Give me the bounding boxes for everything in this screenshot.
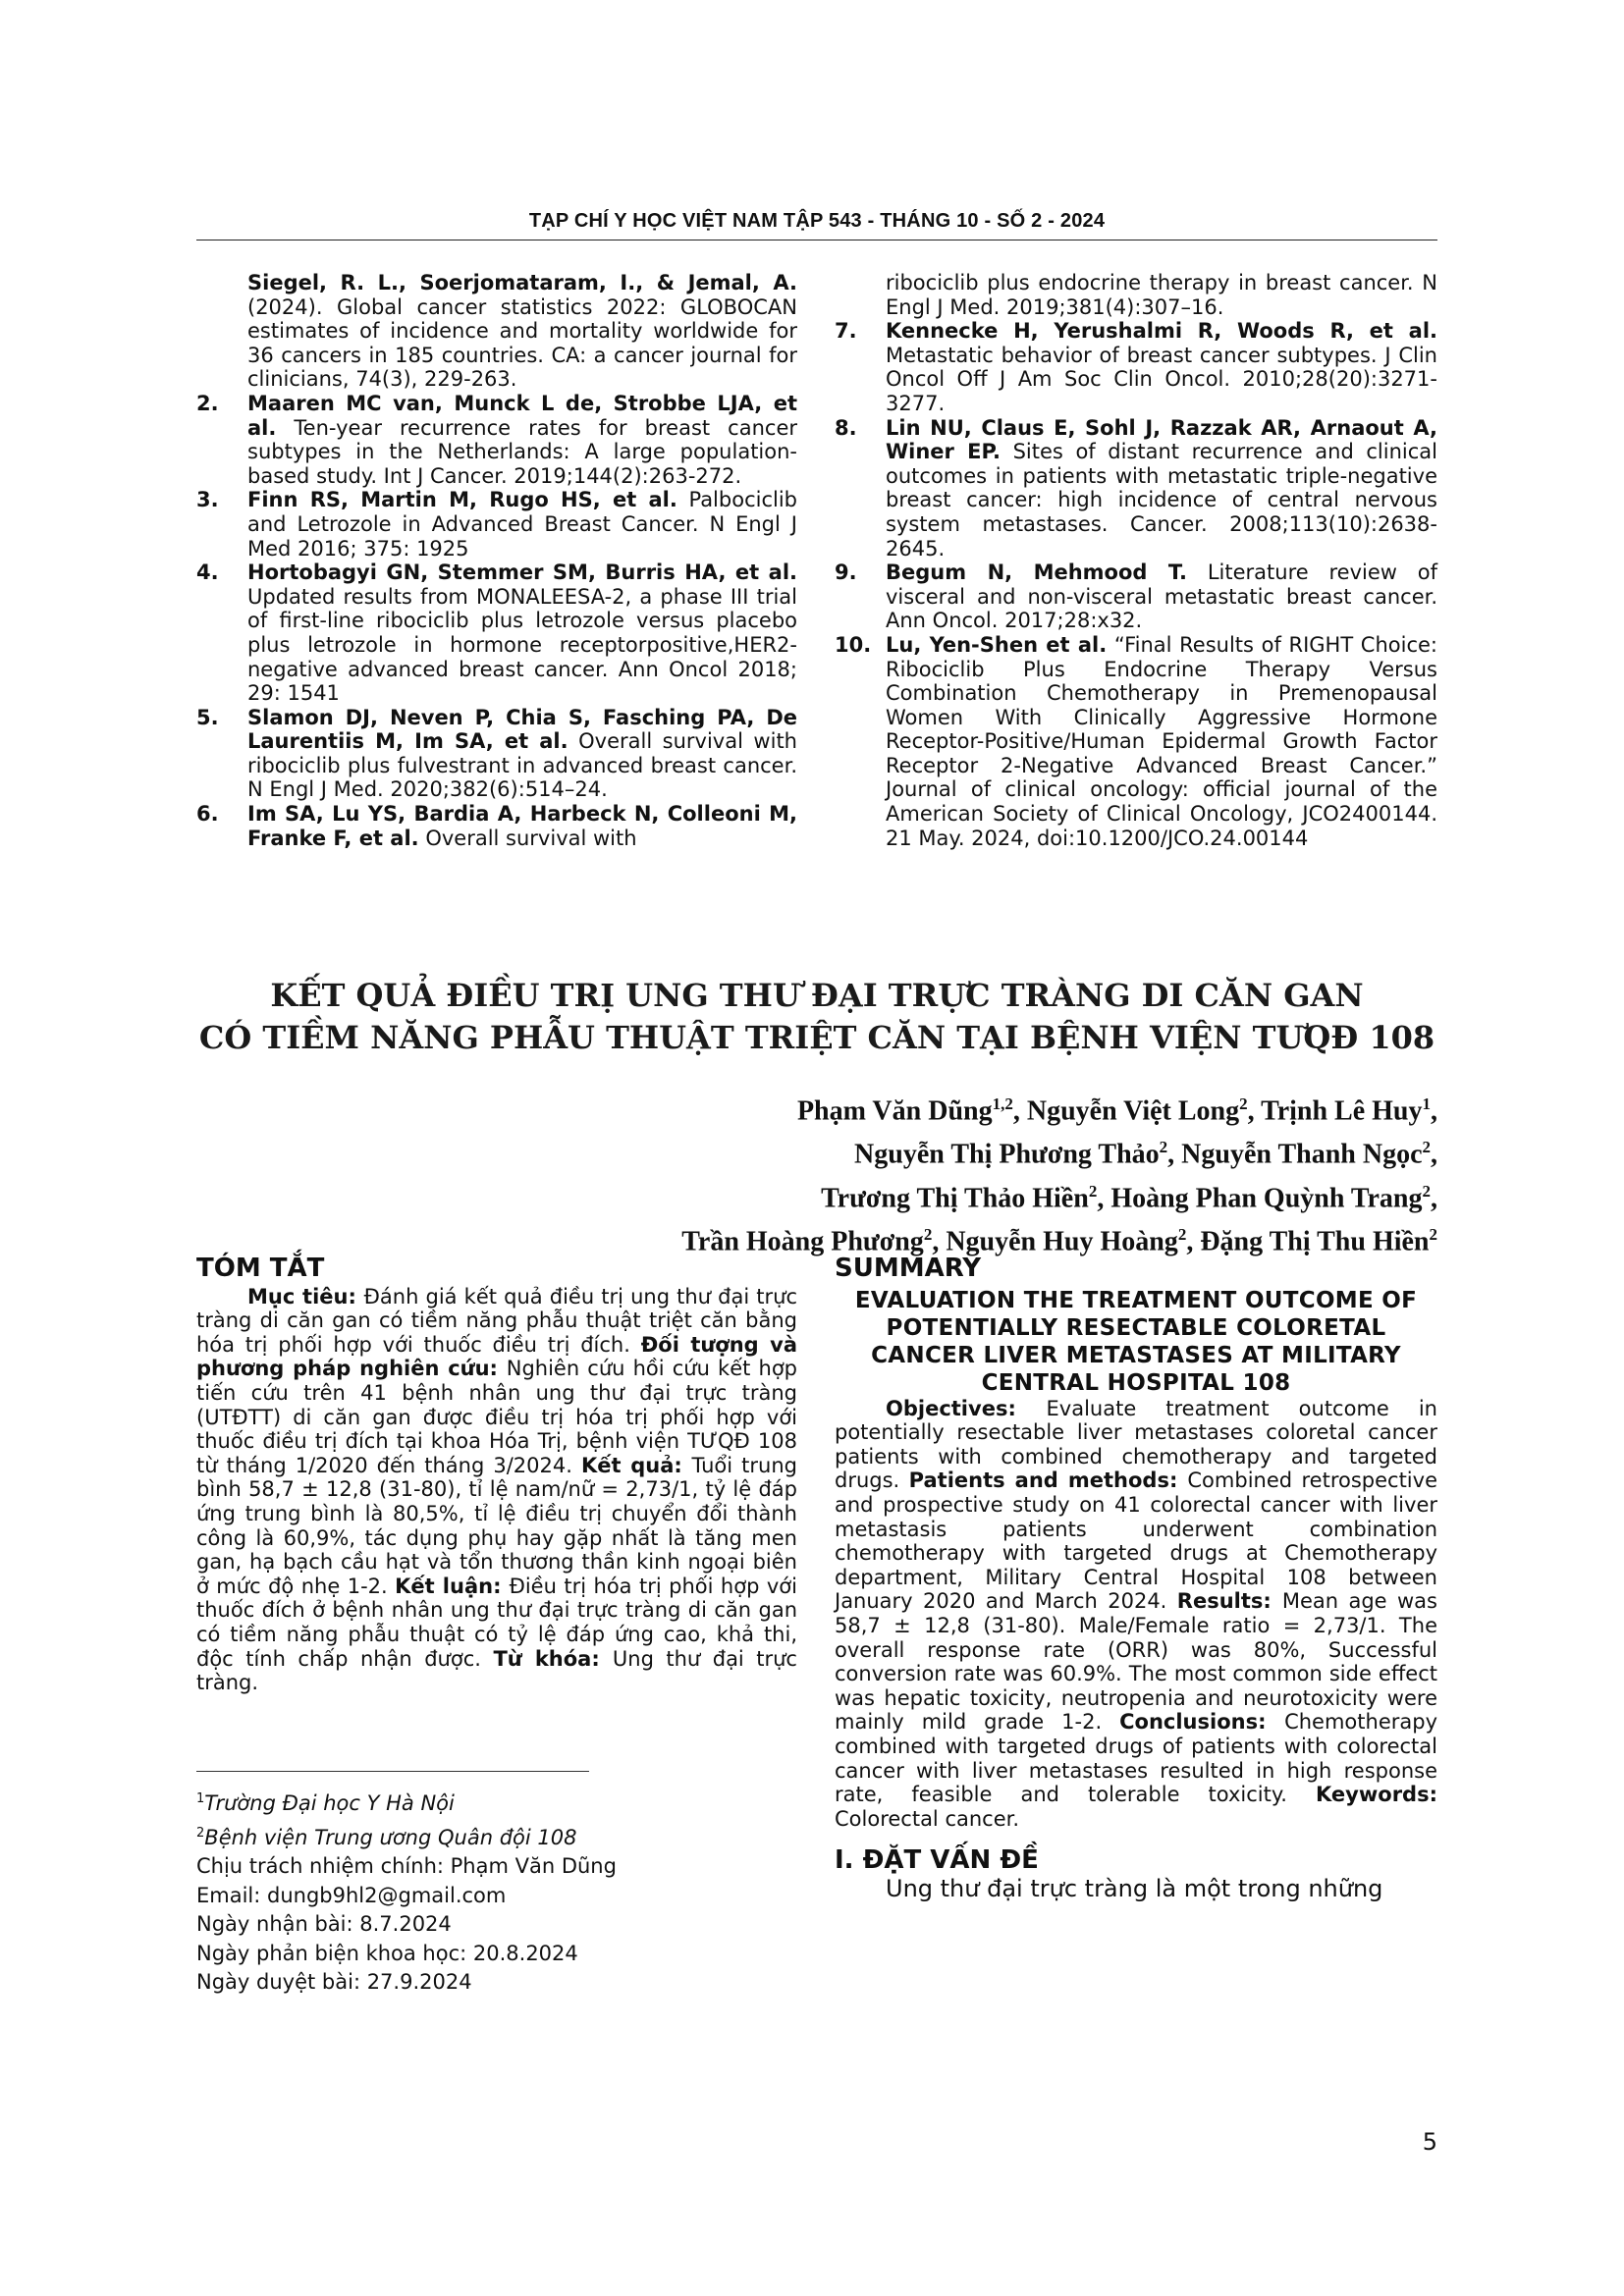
conclusion-label: Kết luận: bbox=[395, 1574, 510, 1598]
objectives-label: Objectives: bbox=[886, 1396, 1047, 1420]
reference-text: Ten-year recurrence rates for breast cancer subtypes in the Netherlands: A large population-based study. Int J Cancer. 2019;144(2):263-272. bbox=[247, 415, 797, 488]
methods-label: Đối tượng và phương pháp nghiên cứu: bbox=[196, 1332, 797, 1381]
reference-text: Updated results from MONALEESA-2, a phase III trial of first-line ribociclib plus letrozole versus placebo plus letrozole in hormone receptorpositive,HER2-negative advanced breast cancer. Ann Oncol 2018; 29: 1541 bbox=[247, 584, 797, 706]
reference-authors: Kennecke H, Yerushalmi R, Woods R, et al. bbox=[886, 319, 1437, 344]
reference-authors: Maaren MC van, Munck L de, Strobbe LJA, et al. bbox=[247, 391, 797, 440]
en-abstract-body: Objectives: Evaluate treatment outcome in potentially resectable liver metastases coloretal cancer patients with combined chemotherapy and targeted drugs. Patients and methods: Combined retrospective and prospective study on 41 colorectal cancer with liver metastasis patients underwent combination chemotherapy with targeted drugs at Chemotherapy department, Military Central Hospital 108 between January 2020 and March 2024. Results: Mean age was 58,7 ± 12,8 (31-80). Male/Female ratio = 2,73/1. The overall response rate (ORR) was 80%, Successful conversion rate was 60.9%. The most common side effect was hepatic toxicity, neutropenia and neurotoxicity were mainly mild grade 1-2. Conclusions: Chemotherapy combined with targeted drugs of patients with colorectal cancer with liver metastases resulted in high response rate, feasible and tolerable toxicity. Keywords: Colorectal cancer. bbox=[835, 1396, 1437, 1831]
reference-authors: Lu, Yen-Shen et al. bbox=[886, 632, 1108, 657]
reference-text: Metastatic behavior of breast cancer subtypes. J Clin Oncol Off J Am Soc Clin Oncol. 2010;28(20):3271-3277. bbox=[886, 343, 1437, 415]
reference-authors: Begum N, Mehmood T. bbox=[886, 561, 1188, 585]
author-affiliation-mark: 2 bbox=[1177, 1224, 1187, 1244]
en-abstract-title: EVALUATION THE TREATMENT OUTCOME OF POTENTIALLY RESECTABLE COLORETAL CANCER LIVER METASTASES AT MILITARY CENTRAL HOSPITAL 108 bbox=[854, 1287, 1418, 1396]
reference-number: 5. bbox=[196, 705, 219, 729]
author-name: Đặng Thị Thu Hiền bbox=[1200, 1226, 1430, 1257]
reference-item bbox=[196, 706, 797, 802]
reference-text: Literature review of visceral and non-visceral metastatic breast cancer. Ann Oncol. 2017;28:x32. bbox=[886, 561, 1437, 633]
author-line: Trương Thị Thảo Hiền$^2$, Hoàng Phan Quỳnh Trang$^2$, bbox=[821, 1181, 1437, 1213]
author-name: Nguyễn Huy Hoàng bbox=[946, 1226, 1178, 1257]
article-title-line-2: CÓ TIỀM NĂNG PHẪU THUẬT TRIỆT CĂN TẠI BỆNH VIỆN TƯQĐ 108 bbox=[198, 1019, 1435, 1056]
reference-text: Overall survival with bbox=[425, 826, 637, 850]
article-title-line-1: KẾT QUẢ ĐIỀU TRỊ UNG THƯ ĐẠI TRỰC TRÀNG DI CĂN GAN bbox=[270, 977, 1364, 1014]
author-name: Hoàng Phan Quỳnh Trang bbox=[1110, 1182, 1423, 1213]
author-name: Nguyễn Thanh Ngọc bbox=[1181, 1139, 1423, 1170]
author-name: Nguyễn Thị Phương Thảo bbox=[854, 1139, 1160, 1170]
references-list-left bbox=[196, 271, 797, 850]
reference-item bbox=[196, 802, 797, 850]
intro-text: Ung thư đại trực tràng là một trong những bbox=[886, 1874, 1383, 1902]
affiliation-1: $^1$Trường Đại học Y Hà Nội bbox=[196, 1791, 455, 1815]
reference-item bbox=[835, 561, 1437, 633]
author-name: Phạm Văn Dũng bbox=[796, 1095, 993, 1127]
reference-text: “Final Results of RIGHT Choice: Ribociclib Plus Endocrine Therapy Versus Combination Chemotherapy in Premenopausal Women With Clinically Aggressive Hormone Receptor-Positive/Human Epidermal Growth Factor Receptor 2-Negative Advanced Breast Cancer.” Journal of clinical oncology: official journal of the American Society of Clinical Oncology, JCO2400144. 21 May. 2024, doi:10.1200/JCO.24.00144 bbox=[886, 632, 1437, 850]
reference-authors: Finn RS, Martin M, Rugo HS, et al. bbox=[247, 488, 677, 512]
reference-number: 9. bbox=[835, 561, 857, 585]
corresponding-author: Chịu trách nhiệm chính: Phạm Văn Dũng bbox=[196, 1854, 617, 1878]
reference-authors: Siegel, R. L., Soerjomataram, I., & Jemal, A. bbox=[247, 271, 797, 294]
vn-abstract-body: Mục tiêu: Đánh giá kết quả điều trị ung thư đại trực tràng di căn gan có tiềm năng phẫu thuật triệt căn bằng hóa trị phối hợp với thuốc điều trị đích. Đối tượng và phương pháp nghiên cứu: Nghiên cứu hồi cứu kết hợp tiến cứu trên 41 bệnh nhân ung thư đại trực tràng (UTĐTT) di căn gan được điều trị hóa trị phối hợp với thuốc điều trị đích tại khoa Hóa Trị, bệnh viện TƯQĐ 108 từ tháng 1/2020 đến tháng 3/2024. Kết quả: Tuổi trung bình 58,7 ± 12,8 (31-80), tỉ lệ nam/nữ = 2,73/1, tỷ lệ đáp ứng trung bình là 80,5%, tỉ lệ điều trị chuyển đổi thành công là 60,9%, tác dụng phụ hay gặp nhất là tăng men gan, hạ bạch cầu hạt và tổn thương thần kinh ngoại biên ở mức độ nhẹ 1-2. Kết luận: Điều trị hóa trị phối hợp với thuốc đích ở bệnh nhân ung thư đại trực tràng di căn gan có tiềm năng phẫu thuật có tỷ lệ đáp ứng cao, khả thi, độc tính chấp nhận được. Từ khóa: Ung thư đại trực tràng. bbox=[196, 1284, 798, 1695]
footnote-rule bbox=[196, 1771, 589, 1772]
reference-item bbox=[196, 392, 797, 488]
page-number: 5 bbox=[1422, 2128, 1437, 2156]
reference-text: (2024). Global cancer statistics 2022: GLOBOCAN estimates of incidence and mortality worldwide for 36 cancers in 185 countries. CA: a cancer journal for clinicians, 74(3), 229-263. bbox=[247, 294, 797, 392]
reference-authors: Lin NU, Claus E, Sohl J, Razzak AR, Arnaout A, Winer EP. bbox=[886, 415, 1437, 464]
author-name: Trương Thị Thảo Hiền bbox=[821, 1182, 1089, 1213]
vn-abstract bbox=[196, 1256, 797, 1695]
email: Email: dungb9hl2@gmail.com bbox=[196, 1883, 507, 1907]
vn-abstract-heading: TÓM TẮT bbox=[196, 1254, 325, 1283]
author-line: Trần Hoàng Phương$^2$, Nguyễn Huy Hoàng$^2$, Đặng Thị Thu Hiền$^2$ bbox=[681, 1224, 1437, 1257]
en-abstract bbox=[835, 1256, 1437, 1900]
author-affiliation-mark: 2 bbox=[1422, 1138, 1431, 1157]
reference-authors: Hortobagyi GN, Stemmer SM, Burris HA, et al. bbox=[247, 561, 797, 585]
author-line: Phạm Văn Dũng$^{1,2}$, Nguyễn Việt Long$^2$, Trịnh Lê Huy$^1$, bbox=[796, 1095, 1437, 1127]
author-name: Nguyễn Việt Long bbox=[1026, 1095, 1240, 1127]
author-name: Trần Hoàng Phương bbox=[681, 1226, 924, 1257]
author-name: Trịnh Lê Huy bbox=[1261, 1095, 1423, 1127]
author-affiliation-mark: 2 bbox=[1239, 1095, 1248, 1113]
author-line: Nguyễn Thị Phương Thảo$^2$, Nguyễn Thanh Ngọc$^2$, bbox=[854, 1138, 1437, 1170]
objective-label: Mục tiêu: bbox=[247, 1284, 364, 1308]
reference-item bbox=[835, 633, 1437, 850]
conclusions-label: Conclusions: bbox=[1119, 1710, 1285, 1735]
results-label: Kết quả: bbox=[580, 1453, 692, 1477]
reference-number bbox=[196, 271, 247, 392]
reference-number: 4. bbox=[196, 561, 219, 585]
author-affiliation-mark: 1 bbox=[1422, 1095, 1431, 1113]
reference-item bbox=[835, 319, 1437, 415]
reference-number: 2. bbox=[196, 391, 219, 415]
date-reviewed: Ngày phản biện khoa học: 20.8.2024 bbox=[196, 1941, 578, 1965]
references-left-column bbox=[196, 271, 797, 850]
reference-number: 6. bbox=[196, 802, 219, 827]
results-label-en: Results: bbox=[1176, 1589, 1282, 1614]
author-affiliation-mark: 2 bbox=[1429, 1224, 1437, 1244]
affiliation-2: $^2$Bệnh viện Trung ương Quân đội 108 bbox=[196, 1825, 577, 1849]
intro-heading: I. ĐẶT VẤN ĐỀ bbox=[835, 1845, 1039, 1876]
reference-number: 7. bbox=[835, 319, 857, 344]
reference-authors: Slamon DJ, Neven P, Chia S, Fasching PA, De Laurentiis M, Im SA, et al. bbox=[247, 705, 797, 754]
date-received: Ngày nhận bài: 8.7.2024 bbox=[196, 1912, 452, 1936]
author-affiliation-mark: 1,2 bbox=[992, 1095, 1013, 1113]
reference-text: Overall survival with ribociclib plus fulvestrant in advanced breast cancer. N Engl J Med. 2020;382(6):514–24. bbox=[247, 729, 797, 802]
reference-number: 3. bbox=[196, 488, 219, 512]
reference-authors: Im SA, Lu YS, Bardia A, Harbeck N, Colleoni M, Franke F, et al. bbox=[247, 802, 797, 850]
reference-continuation: ribociclib plus endocrine therapy in breast cancer. N Engl J Med. 2019;381(4):307–16. bbox=[886, 271, 1437, 319]
reference-item bbox=[196, 561, 797, 706]
author-list bbox=[357, 1086, 1437, 1259]
author-affiliation-mark: 2 bbox=[923, 1224, 933, 1244]
reference-number: 10. bbox=[835, 632, 872, 657]
date-accepted: Ngày duyệt bài: 27.9.2024 bbox=[196, 1970, 472, 1994]
patients-methods-label: Patients and methods: bbox=[908, 1468, 1188, 1493]
author-affiliation-mark: 2 bbox=[1159, 1138, 1168, 1157]
reference-text: Palbociclib and Letrozole in Advanced Breast Cancer. N Engl J Med 2016; 375: 1925 bbox=[247, 488, 797, 561]
author-affiliation-mark: 2 bbox=[1422, 1181, 1431, 1201]
article-title bbox=[196, 975, 1437, 1059]
reference-item bbox=[196, 271, 797, 392]
reference-item bbox=[196, 488, 797, 561]
reference-number: 8. bbox=[835, 415, 857, 440]
en-abstract-heading: SUMMARY bbox=[835, 1254, 982, 1283]
reference-item bbox=[835, 416, 1437, 561]
journal-header: TẠP CHÍ Y HỌC VIỆT NAM TẬP 543 - THÁNG 10 - SỐ 2 - 2024 bbox=[528, 210, 1106, 232]
author-affiliation-mark: 2 bbox=[1088, 1181, 1098, 1201]
references-list-right bbox=[835, 319, 1437, 850]
references-right-column bbox=[835, 271, 1437, 850]
footnotes bbox=[196, 1785, 797, 1998]
reference-text: Sites of distant recurrence and clinical outcomes in patients with metastatic triple-negative breast cancer: high incidence of central nervous system metastases. Cancer. 2008;113(10):2638-2645. bbox=[886, 440, 1437, 561]
